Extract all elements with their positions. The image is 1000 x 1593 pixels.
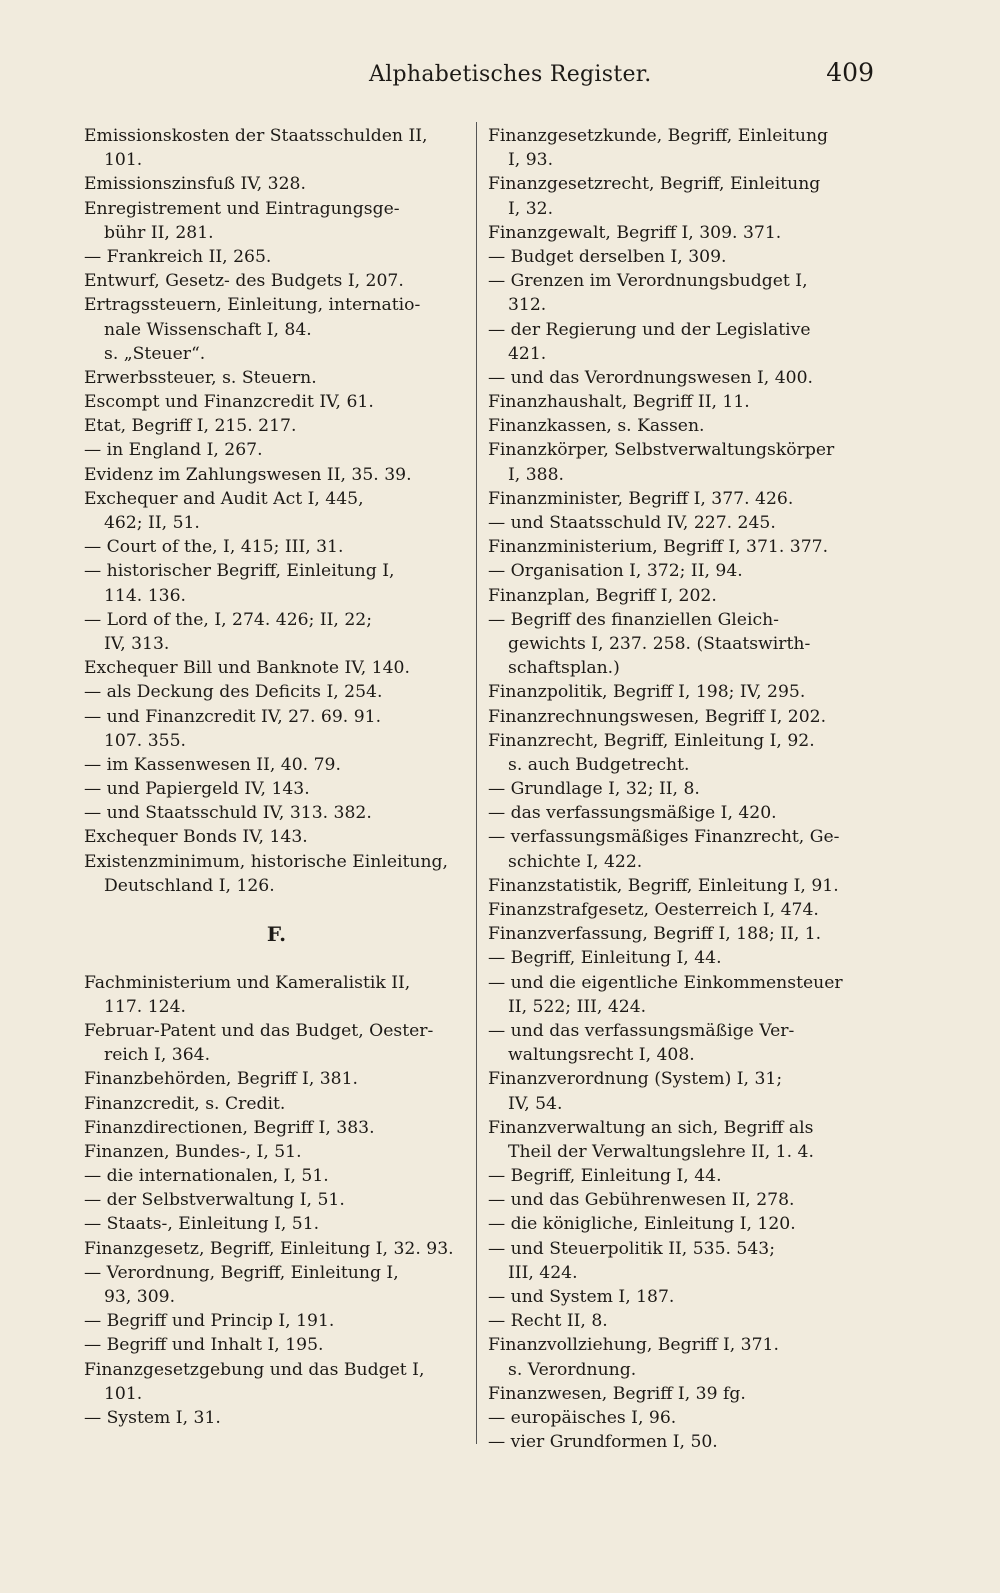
index-entry-line: Finanzrecht, Begriff, Einleitung I, 92. bbox=[488, 730, 815, 751]
column-divider bbox=[476, 122, 477, 1444]
index-entry-line: IV, 313. bbox=[104, 633, 170, 654]
index-entry-line: Finanzkassen, s. Kassen. bbox=[488, 416, 705, 437]
index-entry-line: Fachministerium und Kameralistik II, bbox=[84, 972, 411, 993]
index-entry-line: Finanzvollziehung, Begriff I, 371. bbox=[488, 1335, 779, 1356]
index-entry-line: bühr II, 281. bbox=[104, 222, 214, 243]
index-entry-line: — das verfassungsmäßige I, 420. bbox=[488, 803, 777, 824]
index-entry-line: Finanzdirectionen, Begriff I, 383. bbox=[84, 1117, 375, 1138]
index-entry-line: — historischer Begriff, Einleitung I, bbox=[84, 561, 395, 582]
index-entry-line: nale Wissenschaft I, 84. bbox=[104, 319, 312, 340]
index-entry-line: — der Selbstverwaltung I, 51. bbox=[84, 1190, 345, 1211]
index-entry-line: Entwurf, Gesetz- des Budgets I, 207. bbox=[84, 271, 404, 292]
index-entry-line: Deutschland I, 126. bbox=[104, 875, 275, 896]
index-entry-line: waltungsrecht I, 408. bbox=[508, 1045, 695, 1066]
index-entry-line: 101. bbox=[104, 150, 143, 171]
index-entry-line: schaftsplan.) bbox=[508, 658, 620, 679]
index-entry-line: s. Verordnung. bbox=[508, 1359, 637, 1380]
index-entry-line: — Budget derselben I, 309. bbox=[488, 246, 727, 267]
index-entry-line: Exchequer Bill und Banknote IV, 140. bbox=[84, 658, 410, 679]
index-entry-line: — und die eigentliche Einkommensteuer bbox=[488, 972, 843, 993]
blank-line bbox=[84, 946, 469, 970]
index-entry-line: — vier Grundformen I, 50. bbox=[488, 1432, 718, 1453]
header-title: Alphabetisches Register. bbox=[369, 62, 652, 87]
index-entry-line: III, 424. bbox=[508, 1262, 578, 1283]
index-entry-line: Finanzgewalt, Begriff I, 309. 371. bbox=[488, 222, 782, 243]
index-column-left bbox=[84, 124, 469, 1430]
index-entry-line: schichte I, 422. bbox=[508, 851, 643, 872]
index-entry-line: — und Staatsschuld IV, 227. 245. bbox=[488, 513, 776, 533]
index-entry-line: — Staats-, Einleitung I, 51. bbox=[84, 1214, 320, 1235]
blank-line bbox=[84, 898, 469, 922]
index-entry-line: — Verordnung, Begriff, Einleitung I, bbox=[84, 1262, 399, 1283]
index-entry-line: — und Papiergeld IV, 143. bbox=[84, 779, 310, 800]
index-entry-line: — Frankreich II, 265. bbox=[84, 246, 272, 267]
running-header bbox=[84, 58, 874, 98]
index-entry-line: I, 32. bbox=[508, 198, 554, 219]
index-entry-line: Finanzrechnungswesen, Begriff I, 202. bbox=[488, 706, 827, 727]
index-entry-line: Finanzhaushalt, Begriff II, 11. bbox=[488, 392, 750, 413]
index-entry-line: — Organisation I, 372; II, 94. bbox=[488, 561, 743, 582]
index-entry-line: Finanzverwaltung an sich, Begriff als bbox=[488, 1117, 814, 1138]
index-entry-line: Finanzcredit, s. Credit. bbox=[84, 1093, 286, 1114]
index-entry-line: Finanzministerium, Begriff I, 371. 377. bbox=[488, 537, 829, 558]
index-entry-line: 93, 309. bbox=[104, 1287, 176, 1307]
index-entry-line: — europäisches I, 96. bbox=[488, 1407, 677, 1428]
index-entry-line: Finanzgesetz, Begriff, Einleitung I, 32. 93. bbox=[84, 1238, 454, 1259]
index-entry-line: Finanzwesen, Begriff I, 39 fg. bbox=[488, 1383, 746, 1404]
index-entry-line: Finanzstrafgesetz, Oesterreich I, 474. bbox=[488, 900, 819, 920]
index-entry-line: — in England I, 267. bbox=[84, 440, 263, 461]
index-entry-line: — verfassungsmäßiges Finanzrecht, Ge- bbox=[488, 827, 840, 848]
index-entry-line: — und das verfassungsmäßige Ver- bbox=[488, 1020, 795, 1041]
index-entry-line: s. „Steuer“. bbox=[104, 343, 206, 364]
index-entry-line: — Court of the, I, 415; III, 31. bbox=[84, 537, 344, 558]
index-entry-line: — die internationalen, I, 51. bbox=[84, 1166, 329, 1187]
index-entry-line: — und das Verordnungswesen I, 400. bbox=[488, 367, 814, 388]
index-entry-line: — und Finanzcredit IV, 27. 69. 91. bbox=[84, 706, 382, 727]
index-entry-line: Finanzminister, Begriff I, 377. 426. bbox=[488, 488, 794, 509]
index-entry-line: I, 93. bbox=[508, 150, 554, 171]
index-entry-line: — der Regierung und der Legislative bbox=[488, 319, 811, 340]
index-entry-line: I, 388. bbox=[508, 464, 564, 485]
index-column-right bbox=[488, 124, 873, 1454]
index-entry-line: Exchequer and Audit Act I, 445, bbox=[84, 488, 364, 509]
index-entry-line: Emissionszinsfuß IV, 328. bbox=[84, 174, 306, 195]
index-entry-line: — System I, 31. bbox=[84, 1407, 221, 1428]
index-entry-line: 421. bbox=[508, 343, 547, 364]
index-entry-line: Theil der Verwaltungslehre II, 1. 4. bbox=[508, 1141, 814, 1162]
page-number: 409 bbox=[826, 58, 874, 87]
index-entry-line: Exchequer Bonds IV, 143. bbox=[84, 827, 308, 848]
index-entry-line: Enregistrement und Eintragungsge- bbox=[84, 198, 400, 219]
index-entry-line: — und Staatsschuld IV, 313. 382. bbox=[84, 803, 372, 824]
index-entry-line: Februar-Patent und das Budget, Oester- bbox=[84, 1020, 434, 1041]
index-entry-line: Finanzgesetzgebung und das Budget I, bbox=[84, 1359, 425, 1380]
section-heading: F. bbox=[266, 922, 287, 947]
index-entry-line: — im Kassenwesen II, 40. 79. bbox=[84, 754, 341, 775]
index-entry-line: reich I, 364. bbox=[104, 1045, 211, 1066]
index-entry-line: gewichts I, 237. 258. (Staatswirth- bbox=[508, 633, 811, 654]
index-entry-line: 101. bbox=[104, 1383, 143, 1404]
index-entry-line: Escompt und Finanzcredit IV, 61. bbox=[84, 392, 374, 413]
index-entry-line: — und das Gebührenwesen II, 278. bbox=[488, 1190, 795, 1211]
index-entry-line: Existenzminimum, historische Einleitung, bbox=[84, 851, 449, 872]
index-entry-line: 107. 355. bbox=[104, 730, 187, 751]
index-entry-line: Erwerbssteuer, s. Steuern. bbox=[84, 367, 317, 388]
index-entry-line: Finanzgesetzrecht, Begriff, Einleitung bbox=[488, 174, 821, 195]
index-entry-line: Finanzkörper, Selbstverwaltungskörper bbox=[488, 440, 835, 461]
index-entry-line: Finanzverfassung, Begriff I, 188; II, 1. bbox=[488, 924, 822, 945]
index-entry-line: — Begriff und Inhalt I, 195. bbox=[84, 1335, 324, 1356]
index-entry-line: 114. 136. bbox=[104, 585, 187, 606]
index-entry-line: — Recht II, 8. bbox=[488, 1311, 608, 1332]
index-entry-line: Ertragssteuern, Einleitung, internatio- bbox=[84, 295, 421, 316]
index-entry-line: Finanzverordnung (System) I, 31; bbox=[488, 1069, 783, 1090]
index-entry-line: Finanzpolitik, Begriff I, 198; IV, 295. bbox=[488, 682, 806, 703]
index-entry-line: — als Deckung des Deficits I, 254. bbox=[84, 682, 383, 703]
index-entry-line: IV, 54. bbox=[508, 1093, 563, 1114]
index-entry-line: 312. bbox=[508, 295, 547, 316]
index-entry-line: Finanzstatistik, Begriff, Einleitung I, 91. bbox=[488, 875, 839, 896]
index-entry-line: Evidenz im Zahlungswesen II, 35. 39. bbox=[84, 464, 412, 485]
index-entry-line: — Grenzen im Verordnungsbudget I, bbox=[488, 271, 808, 292]
index-entry-line: — Begriff, Einleitung I, 44. bbox=[488, 1166, 722, 1187]
index-entry-line: Finanzen, Bundes-, I, 51. bbox=[84, 1141, 302, 1162]
index-entry-line: II, 522; III, 424. bbox=[508, 996, 647, 1017]
index-entry-line: Finanzbehörden, Begriff I, 381. bbox=[84, 1069, 359, 1090]
index-entry-line: Emissionskosten der Staatsschulden II, bbox=[84, 126, 428, 146]
index-entry-line: — Begriff des finanziellen Gleich- bbox=[488, 609, 779, 630]
index-entry-line: — die königliche, Einleitung I, 120. bbox=[488, 1214, 796, 1235]
index-entry-line: 462; II, 51. bbox=[104, 513, 200, 533]
index-entry-line: Etat, Begriff I, 215. 217. bbox=[84, 416, 297, 437]
index-entry-line: 117. 124. bbox=[104, 996, 187, 1017]
index-entry-line: — Lord of the, I, 274. 426; II, 22; bbox=[84, 609, 373, 630]
index-entry-line: — und System I, 187. bbox=[488, 1287, 675, 1307]
index-entry-line: — Begriff und Princip I, 191. bbox=[84, 1311, 335, 1332]
index-entry-line: s. auch Budgetrecht. bbox=[508, 754, 690, 775]
index-entry-line: — Grundlage I, 32; II, 8. bbox=[488, 779, 700, 800]
index-entry-line: Finanzplan, Begriff I, 202. bbox=[488, 585, 717, 606]
index-entry-line: Finanzgesetzkunde, Begriff, Einleitung bbox=[488, 126, 829, 146]
index-entry-line: — und Steuerpolitik II, 535. 543; bbox=[488, 1238, 776, 1259]
index-entry-line: — Begriff, Einleitung I, 44. bbox=[488, 948, 722, 969]
